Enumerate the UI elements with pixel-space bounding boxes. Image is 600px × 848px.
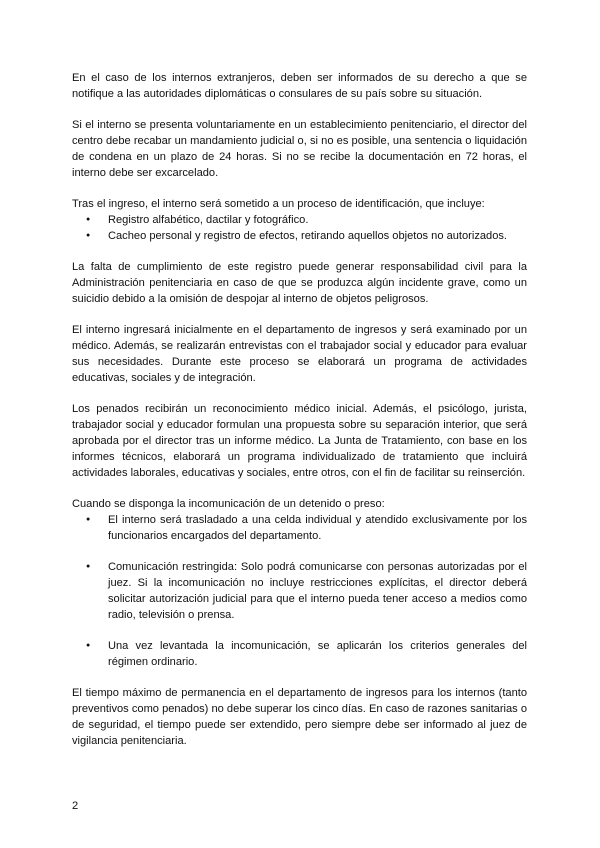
page-number: 2	[72, 800, 79, 812]
list-item: ● El interno será trasladado a una celda individual y atendido exclusivamente por los funcionarios encargados del departamento.	[72, 512, 527, 544]
paragraph-voluntary-entry: Si el interno se presenta voluntariamente en un establecimiento penitenciario, el director del centro debe recabar un mandamiento judicial o, si no es posible, una sentencia o liquidación de condena en un plazo de 24 horas. Si no se recibe la documentación en 72 horas, el interno debe ser excarcelado.	[72, 119, 527, 179]
list-item: ● Comunicación restringida: Solo podrá comunicarse con personas autorizadas por el juez. Si la incomunicación no incluye restricciones explícitas, el director deberá solicitar autorización judicial para que el interno pueda tener acceso a medios como radio, televisión o prensa.	[72, 559, 527, 623]
paragraph-max-stay: El tiempo máximo de permanencia en el departamento de ingresos para los internos (tanto preventivos como penados) no debe superar los cinco días. En caso de razones sanitarias o de seguridad, el tiempo puede ser extendido, pero siempre debe ser informado al juez de vigilancia penitenciaria.	[72, 687, 527, 747]
document-body	[72, 70, 527, 764]
paragraph-civil-liability: La falta de cumplimiento de este registro puede generar responsabilidad civil para la Administración penitenciaria en caso de que se produzca algún incidente grave, como un suicidio debido a la omisión de despojar al interno de objetos peligrosos.	[72, 261, 527, 305]
paragraph-identification: Tras el ingreso, el interno será sometido a un proceso de identificación, que incluye:	[72, 198, 485, 210]
list-item: ● Registro alfabético, dactilar y fotográfico.	[72, 212, 527, 228]
paragraph-incommunicado: Cuando se disponga la incomunicación de un detenido o preso:	[72, 498, 385, 510]
incommunicado-list	[72, 512, 527, 670]
paragraph-convicted-inmates: Los penados recibirán un reconocimiento médico inicial. Además, el psicólogo, jurista, trabajador social y educador formulan una propuesta sobre su separación interior, que será aprobada por el director tras un informe médico. La Junta de Tratamiento, con base en los informes técnicos, elaborará un programa individualizado de tratamiento que incluirá actividades laborales, educativas y sociales, entre otros, con el fin de facilitar su reinserción.	[72, 403, 527, 479]
identification-list	[72, 212, 527, 244]
paragraph-admissions-department: El interno ingresará inicialmente en el departamento de ingresos y será examinado por un médico. Además, se realizarán entrevistas con el trabajador social y educador para evaluar sus necesidades. Durante este proceso se elaborará un programa de actividades educativas, sociales y de integración.	[72, 324, 527, 384]
list-item: ● Cacheo personal y registro de efectos, retirando aquellos objetos no autorizados.	[72, 228, 527, 244]
list-item: ● Una vez levantada la incomunicación, se aplicarán los criterios generales del régimen ordinario.	[72, 638, 527, 670]
paragraph-foreign-inmates: En el caso de los internos extranjeros, deben ser informados de su derecho a que se notifique a las autoridades diplomáticas o consulares de su país sobre su situación.	[72, 72, 527, 100]
